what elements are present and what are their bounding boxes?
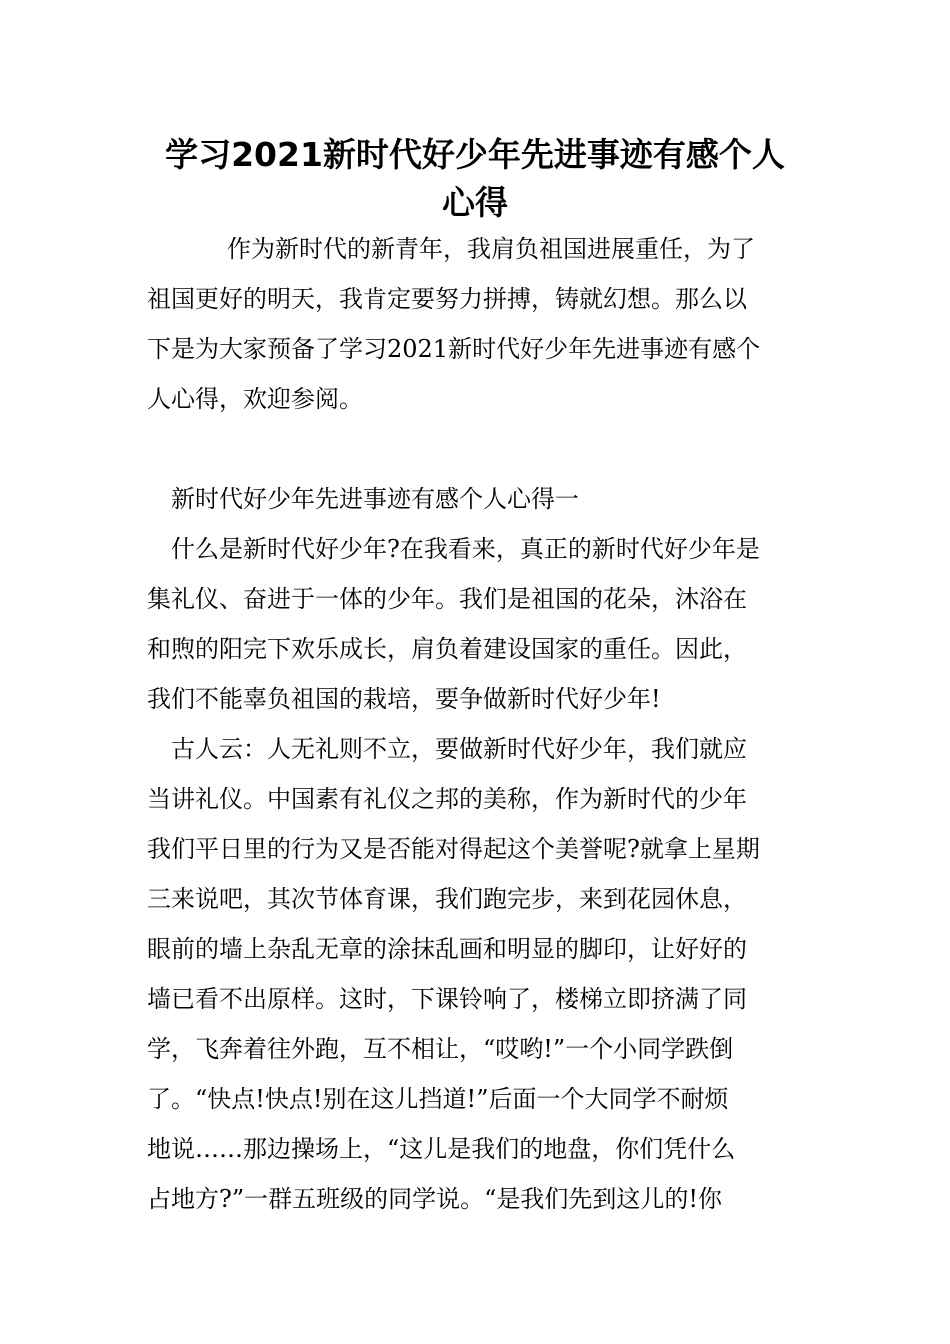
intro-line-1: 作为新时代的新青年，我肩负祖国进展重任，为了 <box>227 235 755 263</box>
paragraph2-line-2: 当讲礼仪。中国素有礼仪之邦的美称，作为新时代的少年 <box>147 785 747 813</box>
document-title-line-1: 学习2021新时代好少年先进事迹有感个人 <box>165 135 785 174</box>
paragraph1-line-2: 集礼仪、奋进于一体的少年。我们是祖国的花朵，沐浴在 <box>147 585 747 613</box>
intro-line-4: 人心得，欢迎参阅。 <box>147 385 363 413</box>
paragraph2-line-4: 三来说吧，其次节体育课，我们跑完步，来到花园休息， <box>147 885 747 913</box>
paragraph1-line-1: 什么是新时代好少年?在我看来，真正的新时代好少年是 <box>171 535 760 563</box>
intro-line-2: 祖国更好的明天，我肯定要努力拼搏，铸就幻想。那么以 <box>147 285 747 313</box>
paragraph1-line-3: 和煦的阳完下欢乐成长，肩负着建设国家的重任。因此， <box>147 635 747 663</box>
paragraph2-line-6: 墙已看不出原样。这时，下课铃响了，楼梯立即挤满了同 <box>147 985 747 1013</box>
paragraph2-line-1: 古人云：人无礼则不立，要做新时代好少年，我们就应 <box>171 735 747 763</box>
paragraph2-line-5: 眼前的墙上杂乱无章的涂抹乱画和明显的脚印，让好好的 <box>147 935 747 963</box>
paragraph2-line-8: 了。“快点!快点!别在这儿挡道!”后面一个大同学不耐烦 <box>147 1085 729 1113</box>
paragraph2-line-10: 占地方?”一群五班级的同学说。“是我们先到这儿的!你 <box>147 1185 723 1213</box>
paragraph1-line-4: 我们不能辜负祖国的栽培，要争做新时代好少年! <box>147 685 661 713</box>
section-heading: 新时代好少年先进事迹有感个人心得一 <box>171 485 579 513</box>
document-title-line-2: 心得 <box>442 183 508 222</box>
paragraph2-line-9: 地说……那边操场上，“这儿是我们的地盘，你们凭什么 <box>147 1135 736 1163</box>
paragraph2-line-3: 我们平日里的行为又是否能对得起这个美誉呢?就拿上星期 <box>147 835 760 863</box>
paragraph2-line-7: 学，飞奔着往外跑，互不相让，“哎哟!”一个小同学跌倒 <box>147 1035 734 1063</box>
intro-line-3: 下是为大家预备了学习2021新时代好少年先进事迹有感个 <box>147 335 761 363</box>
